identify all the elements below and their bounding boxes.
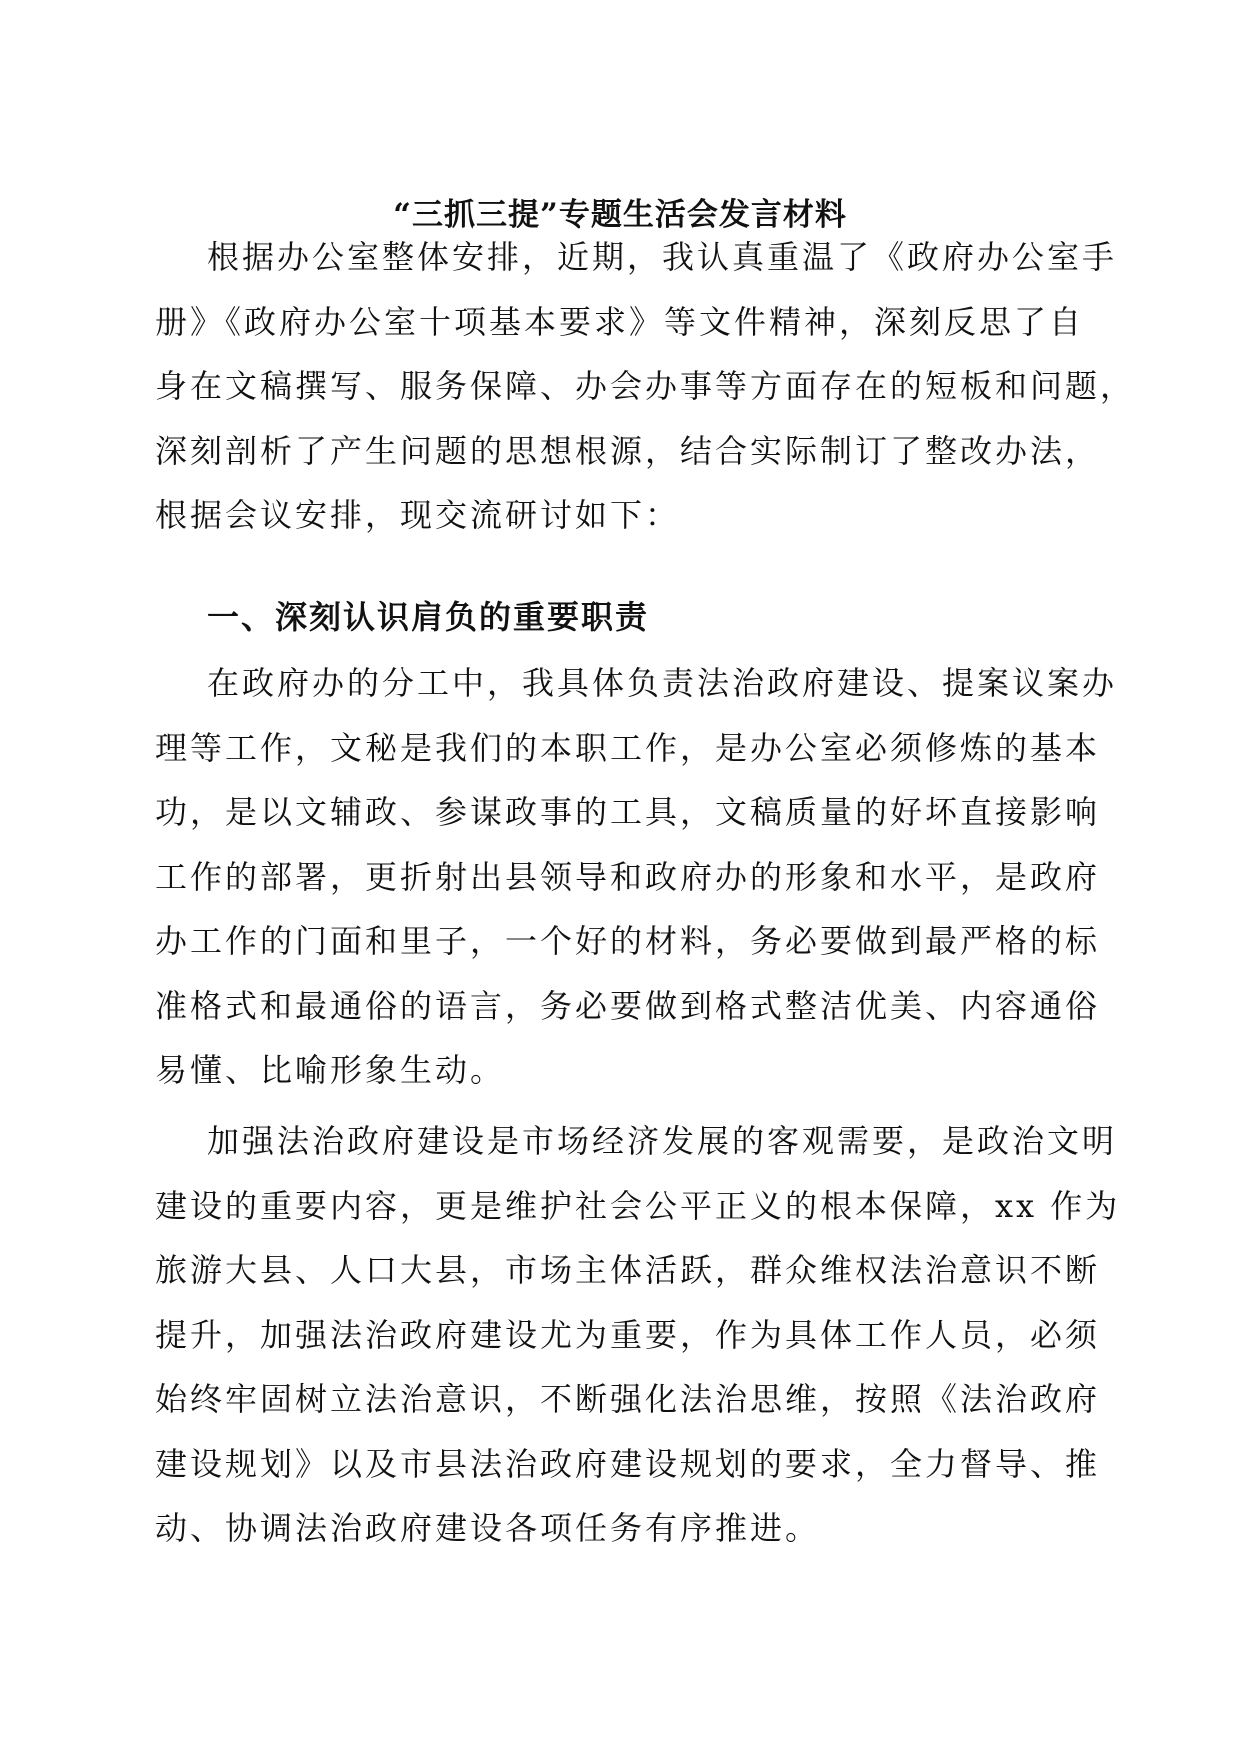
paragraph-line: 深刻剖析了产生问题的思想根源，结合实际制订了整改办法， bbox=[155, 431, 1101, 470]
paragraph-line: 准格式和最通俗的语言，务必要做到格式整洁优美、内容通俗 bbox=[155, 986, 1101, 1025]
paragraph-line: 动、协调法治政府建设各项任务有序推进。 bbox=[155, 1509, 821, 1547]
body-paragraph-2 bbox=[155, 1109, 1121, 1561]
paragraph-line: 易懂、比喻形象生动。 bbox=[155, 1051, 506, 1089]
paragraph-line: 建设规划》以及市县法治政府建设规划的要求，全力督导、推 bbox=[155, 1444, 1101, 1483]
paragraph-line: 功，是以文辅政、参谋政事的工具，文稿质量的好坏直接影响 bbox=[155, 793, 1101, 831]
paragraph-line: 根据办公室整体安排，近期，我认真重温了《政府办公室手 bbox=[207, 238, 1118, 276]
paragraph-line: 在政府办的分工中，我具体负责法治政府建设、提案议案办 bbox=[207, 664, 1118, 702]
body-paragraph-1 bbox=[155, 651, 1118, 1103]
paragraph-line: 理等工作，文秘是我们的本职工作，是办公室必须修炼的基本 bbox=[155, 728, 1101, 767]
paragraph-line: 办工作的门面和里子，一个好的材料，务必要做到最严格的标 bbox=[155, 922, 1101, 960]
paragraph-line: 身在文稿撰写、服务保障、办会办事等方面存在的短板和问题， bbox=[155, 367, 1136, 405]
paragraph-line: 提升，加强法治政府建设尤为重要，作为具体工作人员，必须 bbox=[155, 1315, 1101, 1354]
document-title: “三抓三提”专题生活会发言材料 bbox=[393, 197, 847, 233]
paragraph-line: 根据会议安排，现交流研讨如下： bbox=[155, 496, 681, 534]
intro-paragraph bbox=[155, 225, 1136, 548]
paragraph-line: 工作的部署，更折射出县领导和政府办的形象和水平，是政府 bbox=[155, 857, 1101, 896]
paragraph-line: 旅游大县、人口大县，市场主体活跃，群众维权法治意识不断 bbox=[155, 1251, 1101, 1289]
paragraph-line: 始终牢固树立法治意识，不断强化法治思维，按照《法治政府 bbox=[155, 1380, 1101, 1418]
paragraph-line: 册》《政府办公室十项基本要求》等文件精神，深刻反思了自 bbox=[155, 302, 1085, 341]
paragraph-line: 建设的重要内容，更是维护社会公平正义的根本保障，xx 作为 bbox=[155, 1186, 1121, 1225]
section-heading: 一、深刻认识肩负的重要职责 bbox=[207, 598, 650, 636]
paragraph-line: 加强法治政府建设是市场经济发展的客观需要，是政治文明 bbox=[207, 1122, 1118, 1160]
